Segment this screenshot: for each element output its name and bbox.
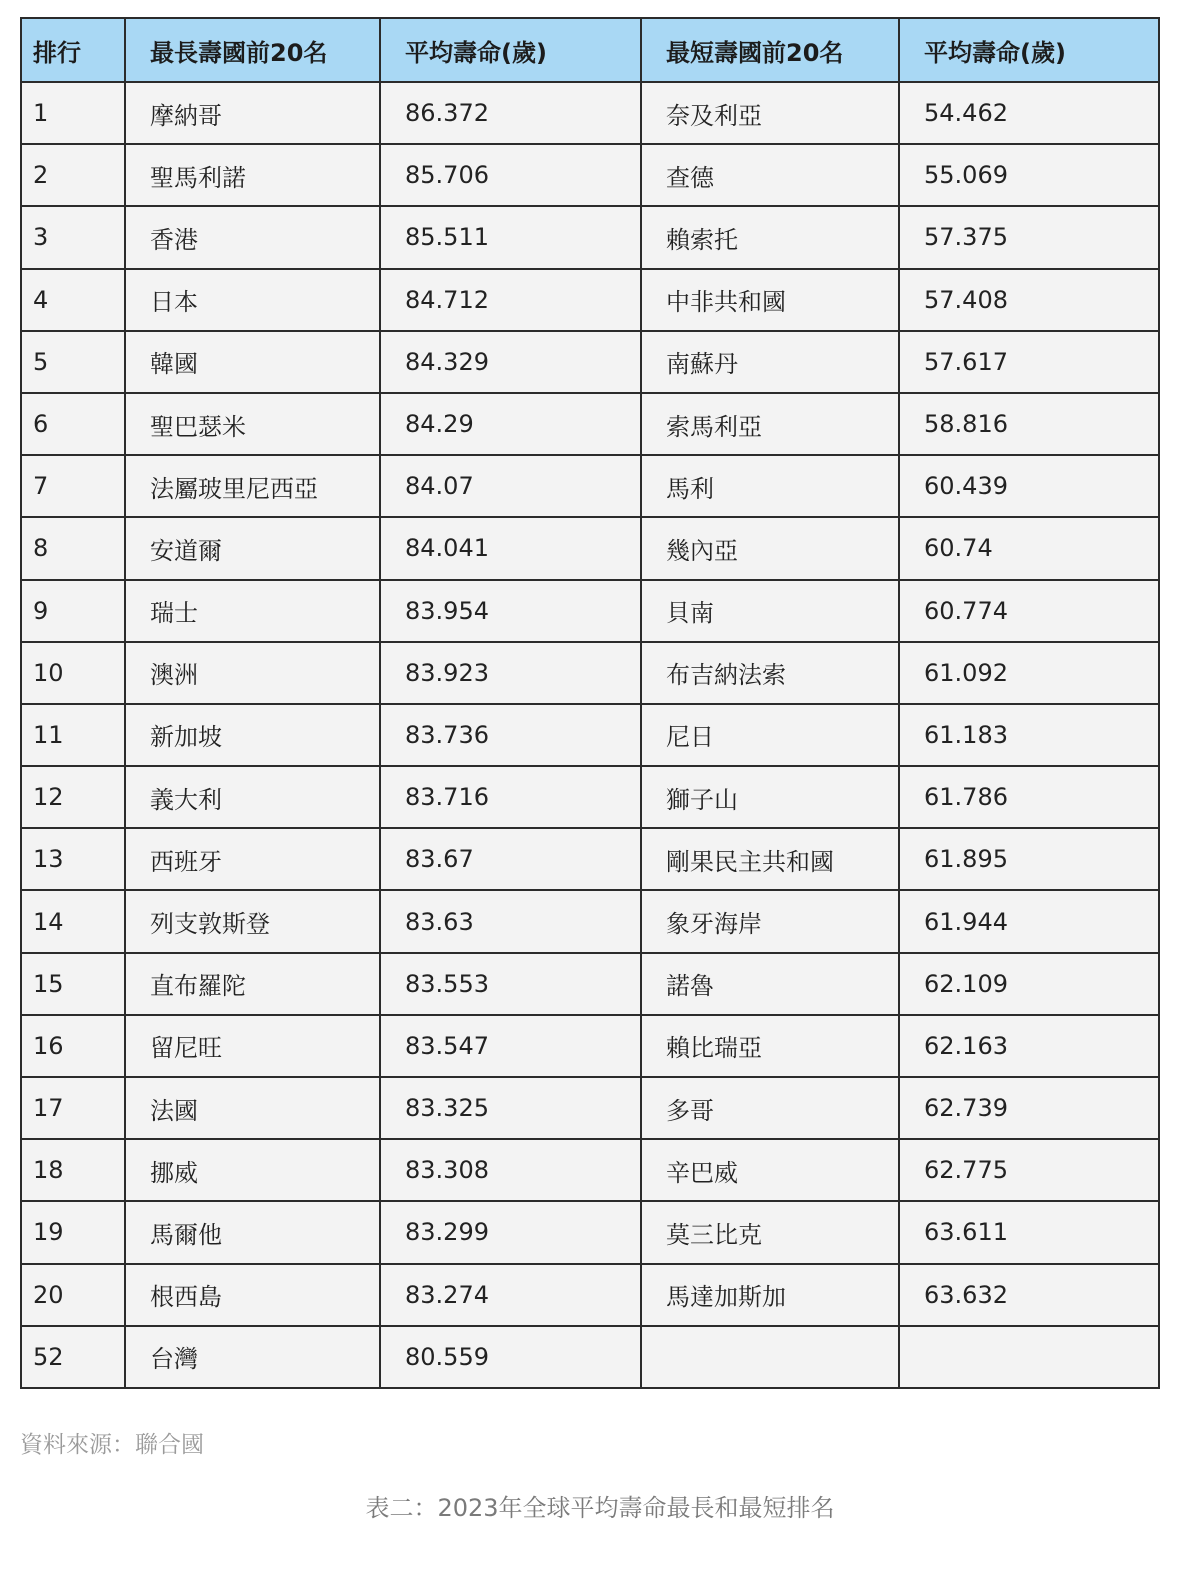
table-row [21,331,1159,393]
cell-longest-country: 義大利 [125,766,380,828]
table-row [21,766,1159,828]
header-shortest-age: 平均壽命(歲) [899,18,1159,82]
cell-longest-age: 83.923 [380,642,641,704]
table-row [21,455,1159,517]
cell-shortest-country: 馬達加斯加 [641,1264,899,1326]
cell-shortest-country: 貝南 [641,580,899,642]
cell-shortest-age: 61.944 [899,890,1159,952]
cell-rank: 8 [21,517,125,579]
cell-longest-country: 留尼旺 [125,1015,380,1077]
cell-longest-country: 韓國 [125,331,380,393]
cell-shortest-age: 57.375 [899,206,1159,268]
table-row [21,642,1159,704]
cell-longest-country: 香港 [125,206,380,268]
cell-shortest-age: 60.439 [899,455,1159,517]
table-row [21,517,1159,579]
table-header [21,18,1159,82]
table-row [21,206,1159,268]
cell-longest-country: 摩納哥 [125,82,380,144]
cell-rank: 19 [21,1201,125,1263]
header-shortest-country: 最短壽國前20名 [641,18,899,82]
cell-longest-country: 馬爾他 [125,1201,380,1263]
cell-longest-age: 84.329 [380,331,641,393]
cell-longest-age: 84.07 [380,455,641,517]
cell-longest-country: 直布羅陀 [125,953,380,1015]
cell-shortest-country: 查德 [641,144,899,206]
cell-longest-age: 83.299 [380,1201,641,1263]
cell-shortest-country: 尼日 [641,704,899,766]
cell-shortest-country: 諾魯 [641,953,899,1015]
cell-longest-age: 83.954 [380,580,641,642]
cell-rank: 1 [21,82,125,144]
table-row [21,1326,1159,1388]
cell-longest-country: 挪威 [125,1139,380,1201]
cell-longest-age: 83.308 [380,1139,641,1201]
table-row [21,828,1159,890]
cell-shortest-age: 58.816 [899,393,1159,455]
cell-longest-age: 80.559 [380,1326,641,1388]
cell-rank: 52 [21,1326,125,1388]
cell-longest-age: 84.29 [380,393,641,455]
cell-shortest-age: 62.163 [899,1015,1159,1077]
cell-shortest-country: 索馬利亞 [641,393,899,455]
cell-longest-country: 聖馬利諾 [125,144,380,206]
cell-rank: 3 [21,206,125,268]
cell-longest-age: 83.274 [380,1264,641,1326]
cell-longest-age: 83.67 [380,828,641,890]
cell-shortest-country: 莫三比克 [641,1201,899,1263]
cell-shortest-country: 剛果民主共和國 [641,828,899,890]
life-expectancy-table [20,17,1160,1389]
cell-longest-age: 83.547 [380,1015,641,1077]
cell-rank: 5 [21,331,125,393]
cell-rank: 14 [21,890,125,952]
table-row [21,1015,1159,1077]
cell-shortest-age: 63.632 [899,1264,1159,1326]
cell-rank: 6 [21,393,125,455]
cell-shortest-country: 賴比瑞亞 [641,1015,899,1077]
cell-longest-age: 83.736 [380,704,641,766]
cell-longest-age: 83.716 [380,766,641,828]
cell-shortest-country: 獅子山 [641,766,899,828]
cell-rank: 7 [21,455,125,517]
cell-rank: 11 [21,704,125,766]
cell-shortest-country: 賴索托 [641,206,899,268]
cell-shortest-age: 61.895 [899,828,1159,890]
cell-shortest-country: 中非共和國 [641,269,899,331]
cell-shortest-age: 60.74 [899,517,1159,579]
cell-shortest-country: 辛巴威 [641,1139,899,1201]
cell-longest-age: 83.325 [380,1077,641,1139]
header-longest-country: 最長壽國前20名 [125,18,380,82]
table-row [21,82,1159,144]
cell-shortest-country: 馬利 [641,455,899,517]
cell-shortest-country: 多哥 [641,1077,899,1139]
cell-longest-country: 新加坡 [125,704,380,766]
table-row [21,580,1159,642]
cell-shortest-age: 61.092 [899,642,1159,704]
cell-shortest-age: 57.617 [899,331,1159,393]
cell-rank: 20 [21,1264,125,1326]
cell-shortest-country: 南蘇丹 [641,331,899,393]
cell-shortest-age [899,1326,1159,1388]
table-row [21,1201,1159,1263]
cell-shortest-age: 61.183 [899,704,1159,766]
table-row [21,393,1159,455]
table-row [21,704,1159,766]
cell-longest-country: 台灣 [125,1326,380,1388]
cell-rank: 9 [21,580,125,642]
cell-rank: 2 [21,144,125,206]
cell-rank: 17 [21,1077,125,1139]
table-row [21,953,1159,1015]
cell-shortest-country: 象牙海岸 [641,890,899,952]
cell-rank: 18 [21,1139,125,1201]
cell-rank: 15 [21,953,125,1015]
table-row [21,890,1159,952]
cell-longest-age: 85.706 [380,144,641,206]
cell-rank: 4 [21,269,125,331]
cell-rank: 12 [21,766,125,828]
cell-longest-country: 澳洲 [125,642,380,704]
cell-rank: 10 [21,642,125,704]
cell-longest-country: 安道爾 [125,517,380,579]
table-body [21,82,1159,1388]
cell-shortest-age: 62.739 [899,1077,1159,1139]
cell-longest-country: 瑞士 [125,580,380,642]
header-row [21,18,1159,82]
cell-shortest-age: 62.109 [899,953,1159,1015]
cell-shortest-age: 55.069 [899,144,1159,206]
source-note: 資料來源：聯合國 [20,1432,204,1458]
cell-longest-age: 86.372 [380,82,641,144]
cell-longest-country: 列支敦斯登 [125,890,380,952]
cell-shortest-age: 63.611 [899,1201,1159,1263]
cell-rank: 16 [21,1015,125,1077]
cell-rank: 13 [21,828,125,890]
cell-shortest-country: 布吉納法索 [641,642,899,704]
cell-longest-country: 日本 [125,269,380,331]
cell-longest-country: 法屬玻里尼西亞 [125,455,380,517]
table-caption: 表二：2023年全球平均壽命最長和最短排名 [365,1494,835,1522]
cell-longest-country: 法國 [125,1077,380,1139]
cell-shortest-age: 57.408 [899,269,1159,331]
table-row [21,1139,1159,1201]
cell-longest-age: 84.041 [380,517,641,579]
cell-shortest-country: 幾內亞 [641,517,899,579]
table-row [21,1264,1159,1326]
cell-shortest-age: 61.786 [899,766,1159,828]
cell-shortest-country: 奈及利亞 [641,82,899,144]
cell-longest-age: 85.511 [380,206,641,268]
header-longest-age: 平均壽命(歲) [380,18,641,82]
cell-longest-age: 83.553 [380,953,641,1015]
header-rank: 排行 [21,18,125,82]
table-row [21,1077,1159,1139]
cell-longest-country: 根西島 [125,1264,380,1326]
cell-shortest-age: 54.462 [899,82,1159,144]
cell-shortest-country [641,1326,899,1388]
cell-shortest-age: 60.774 [899,580,1159,642]
cell-shortest-age: 62.775 [899,1139,1159,1201]
table-row [21,144,1159,206]
table-row [21,269,1159,331]
cell-longest-age: 83.63 [380,890,641,952]
cell-longest-country: 聖巴瑟米 [125,393,380,455]
cell-longest-country: 西班牙 [125,828,380,890]
cell-longest-age: 84.712 [380,269,641,331]
